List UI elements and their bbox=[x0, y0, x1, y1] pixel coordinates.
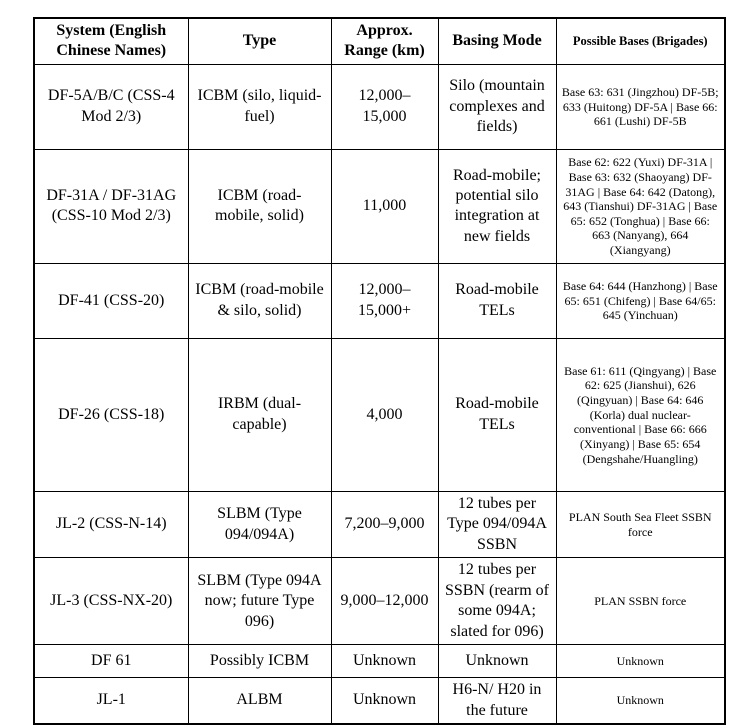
column-header-system: System (English Chinese Names) bbox=[34, 18, 188, 64]
cell-basing-mode: H6-N/ H20 in the future bbox=[438, 678, 556, 724]
cell-possible-bases: Base 64: 644 (Hanzhong) | Base 65: 651 (Chifeng) | Base 64/65: 645 (Yinchuan) bbox=[556, 263, 725, 338]
cell-type: ICBM (road-mobile, solid) bbox=[188, 149, 331, 263]
cell-range: 4,000 bbox=[331, 338, 438, 491]
column-header-possible-bases: Possible Bases (Brigades) bbox=[556, 18, 725, 64]
cell-basing-mode: 12 tubes per Type 094/094A SSBN bbox=[438, 491, 556, 557]
table-row bbox=[34, 338, 725, 491]
missile-systems-table bbox=[33, 17, 726, 725]
cell-system: JL-2 (CSS-N-14) bbox=[34, 491, 188, 557]
table-row bbox=[34, 645, 725, 678]
table-row bbox=[34, 491, 725, 557]
column-header-basing-mode: Basing Mode bbox=[438, 18, 556, 64]
cell-type: IRBM (dual-capable) bbox=[188, 338, 331, 491]
table-row bbox=[34, 149, 725, 263]
cell-system: DF-26 (CSS-18) bbox=[34, 338, 188, 491]
column-header-type: Type bbox=[188, 18, 331, 64]
cell-possible-bases: PLAN South Sea Fleet SSBN force bbox=[556, 491, 725, 557]
cell-possible-bases: PLAN SSBN force bbox=[556, 558, 725, 645]
cell-basing-mode: Unknown bbox=[438, 645, 556, 678]
table-row bbox=[34, 263, 725, 338]
column-header-range: Approx. Range (km) bbox=[331, 18, 438, 64]
missile-systems-table-container bbox=[33, 17, 726, 725]
table-row bbox=[34, 678, 725, 724]
cell-possible-bases: Base 61: 611 (Qingyang) | Base 62: 625 (Jianshui), 626 (Qingyuan) | Base 64: 646 (Korla) dual nuclear-conventional | Base 66: 666 (Xinyang) | Base 65: 654 (Dengshahe/Huangling) bbox=[556, 338, 725, 491]
header-row bbox=[34, 18, 725, 64]
cell-system: JL-1 bbox=[34, 678, 188, 724]
cell-system: DF-31A / DF-31AG (CSS-10 Mod 2/3) bbox=[34, 149, 188, 263]
cell-basing-mode: Silo (mountain complexes and fields) bbox=[438, 64, 556, 149]
cell-range: Unknown bbox=[331, 678, 438, 724]
cell-type: ICBM (road-mobile & silo, solid) bbox=[188, 263, 331, 338]
cell-type: SLBM (Type 094/094A) bbox=[188, 491, 331, 557]
cell-system: JL-3 (CSS-NX-20) bbox=[34, 558, 188, 645]
cell-system: DF-5A/B/C (CSS-4 Mod 2/3) bbox=[34, 64, 188, 149]
cell-type: ALBM bbox=[188, 678, 331, 724]
cell-basing-mode: Road-mobile TELs bbox=[438, 338, 556, 491]
cell-range: 7,200–9,000 bbox=[331, 491, 438, 557]
cell-range: 9,000–12,000 bbox=[331, 558, 438, 645]
cell-basing-mode: Road-mobile; potential silo integration at new fields bbox=[438, 149, 556, 263]
cell-basing-mode: Road-mobile TELs bbox=[438, 263, 556, 338]
cell-range: 12,000–15,000+ bbox=[331, 263, 438, 338]
cell-basing-mode: 12 tubes per SSBN (rearm of some 094A; slated for 096) bbox=[438, 558, 556, 645]
cell-type: SLBM (Type 094A now; future Type 096) bbox=[188, 558, 331, 645]
cell-possible-bases: Unknown bbox=[556, 645, 725, 678]
cell-system: DF 61 bbox=[34, 645, 188, 678]
cell-possible-bases: Unknown bbox=[556, 678, 725, 724]
table-row bbox=[34, 558, 725, 645]
cell-type: Possibly ICBM bbox=[188, 645, 331, 678]
cell-range: Unknown bbox=[331, 645, 438, 678]
cell-range: 11,000 bbox=[331, 149, 438, 263]
cell-possible-bases: Base 62: 622 (Yuxi) DF-31A | Base 63: 632 (Shaoyang) DF-31AG | Base 64: 642 (Datong), 643 (Tianshui) DF-31AG | Base 65: 652 (Tonghua) | Base 66: 663 (Nanyang), 664 (Xiangyang) bbox=[556, 149, 725, 263]
cell-range: 12,000–15,000 bbox=[331, 64, 438, 149]
cell-system: DF-41 (CSS-20) bbox=[34, 263, 188, 338]
cell-type: ICBM (silo, liquid-fuel) bbox=[188, 64, 331, 149]
table-row bbox=[34, 64, 725, 149]
cell-possible-bases: Base 63: 631 (Jingzhou) DF-5B; 633 (Huitong) DF-5A | Base 66: 661 (Lushi) DF-5B bbox=[556, 64, 725, 149]
